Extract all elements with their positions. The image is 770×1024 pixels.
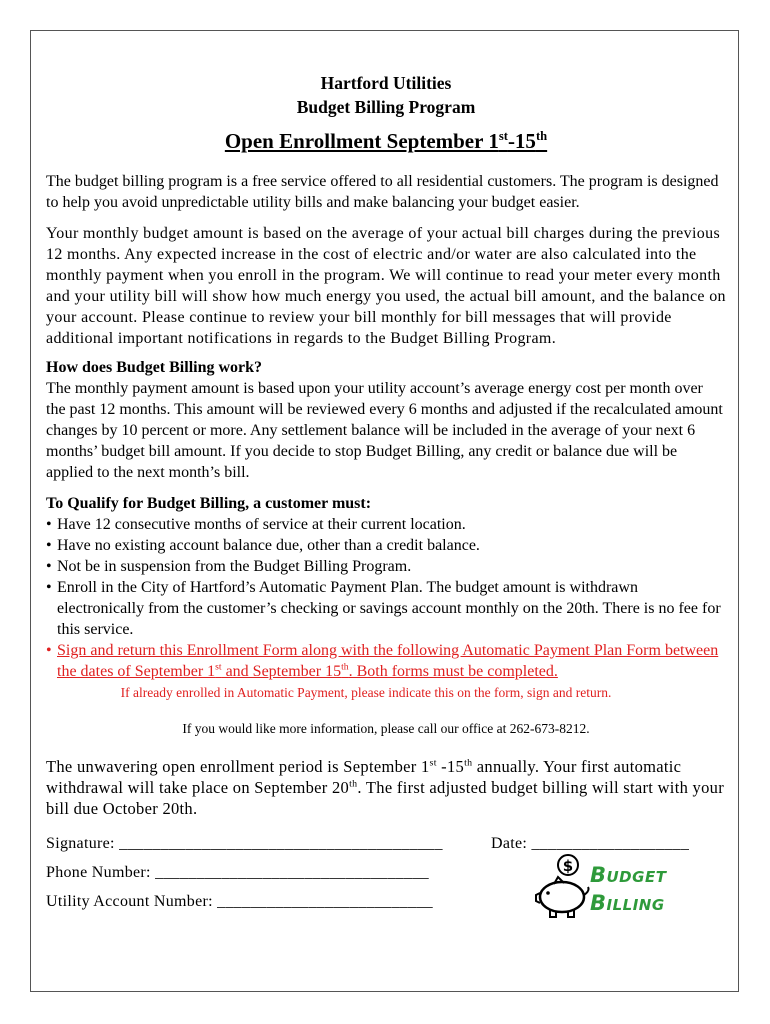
how-it-works-heading: How does Budget Billing work? bbox=[46, 359, 263, 376]
program-name: Budget Billing Program bbox=[296, 97, 476, 117]
enrollment-period-paragraph: The unwavering open enrollment period is September 1st -15th annually. Your first automatic withdrawal will take place on September 20th. The first adjusted budget billing will start with your bill due October 20th. bbox=[46, 757, 724, 818]
document-content bbox=[46, 71, 726, 920]
auto-payment-note: If already enrolled in Automatic Payment, please indicate this on the form, sign and return. bbox=[120, 685, 612, 700]
utility-account-field[interactable]: Utility Account Number: __________________________ bbox=[46, 893, 433, 910]
logo-word-billing: Billing bbox=[590, 891, 665, 915]
signature-field[interactable]: Signature: _______________________________________ bbox=[46, 835, 443, 852]
form-area bbox=[46, 833, 726, 920]
bullet-icon: • bbox=[46, 558, 52, 575]
list-item-sign-return: • Sign and return this Enrollment Form along with the following Automatic Payment Plan Form between the dates of September 1st and September 15th. Both forms must be completed. bbox=[46, 642, 719, 680]
how-it-works-body: The monthly payment amount is based upon your utility account’s average energy cost per month over the past 12 months. This amount will be reviewed every 6 months and adjusted if the recalculated amount changes by 10 percent or more. Any settlement balance will be included in the average of your next 6 months’ budget bill amount. If you decide to stop Budget Billing, any credit or balance due will be applied to the next month’s bill. bbox=[46, 380, 723, 481]
phone-number-field[interactable]: Phone Number: _________________________________ bbox=[46, 864, 429, 881]
bullet-icon: • bbox=[46, 642, 52, 659]
list-item: • Have no existing account balance due, other than a credit balance. bbox=[46, 537, 480, 554]
list-item: • Not be in suspension from the Budget Billing Program. bbox=[46, 558, 412, 575]
qualify-list bbox=[46, 514, 726, 682]
document-page bbox=[30, 30, 739, 992]
bullet-icon: • bbox=[46, 579, 52, 596]
bullet-icon: • bbox=[46, 516, 52, 533]
org-name: Hartford Utilities bbox=[320, 73, 452, 93]
svg-text:$: $ bbox=[562, 857, 574, 875]
monthly-paragraph: Your monthly budget amount is based on the average of your actual bill charges during the previous 12 months. Any expected increase in the cost of electric and/or water are also calculated into the monthly payment when you enroll in the program. We will continue to read your meter every month and your utility bill will show how much energy you used, the actual bill amount, and the balance on your account. Please continue to review your bill monthly for bill messages that will provide additional important notifications in regards to the Budget Billing Program. bbox=[46, 225, 726, 347]
list-item: • Have 12 consecutive months of service at their current location. bbox=[46, 516, 466, 533]
list-item: • Enroll in the City of Hartford’s Automatic Payment Plan. The budget amount is withdrawn electronically from the customer’s checking or savings account monthly on the 20th. There is no fee for this service. bbox=[46, 579, 721, 638]
intro-paragraph: The budget billing program is a free service offered to all residential customers. The program is designed to help you avoid unpredictable utility bills and make balancing your budget easier. bbox=[46, 173, 719, 211]
enrollment-title: Open Enrollment September 1st-15th bbox=[224, 129, 548, 153]
budget-billing-logo bbox=[534, 853, 714, 923]
date-field[interactable]: Date: ___________________ bbox=[491, 835, 690, 852]
bullet-icon: • bbox=[46, 537, 52, 554]
piggy-bank-icon bbox=[534, 853, 594, 923]
info-line: If you would like more information, please call our office at 262-673-8212. bbox=[182, 721, 590, 736]
logo-word-budget: Budget bbox=[590, 863, 667, 887]
qualify-heading: To Qualify for Budget Billing, a customer must: bbox=[46, 495, 372, 512]
